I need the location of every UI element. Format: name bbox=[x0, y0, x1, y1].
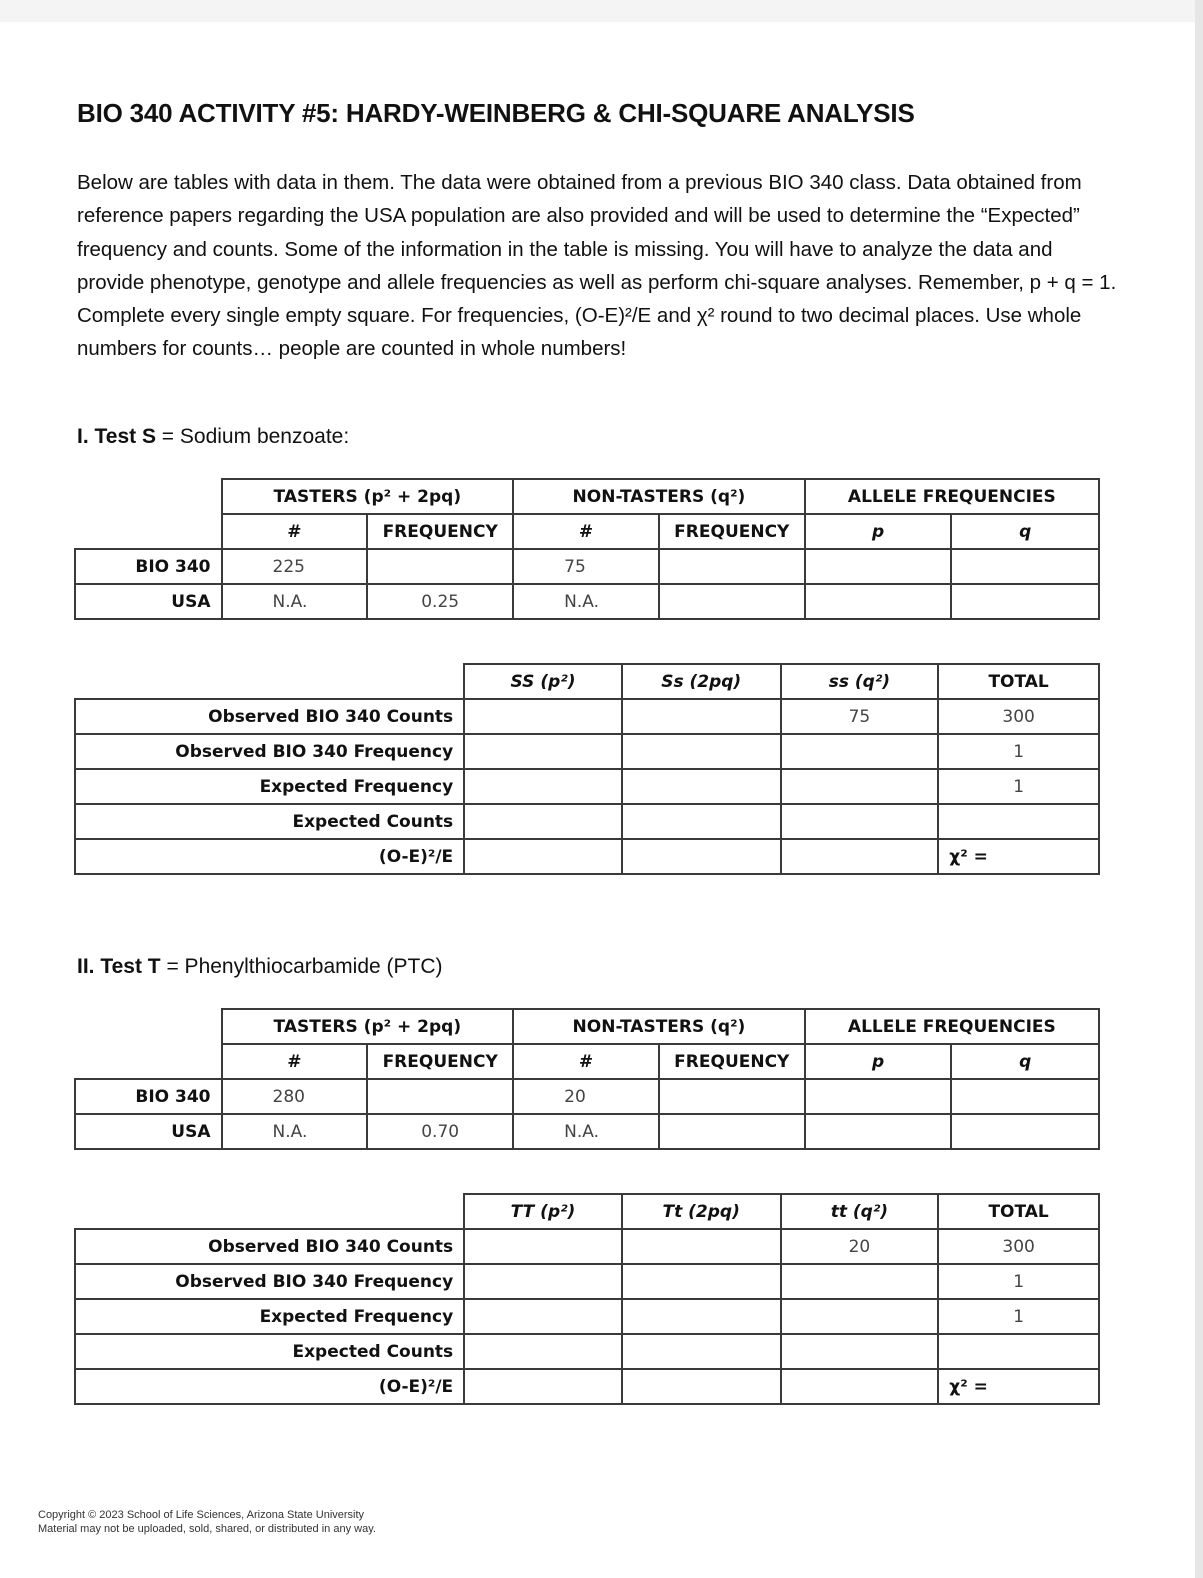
observed-frequency-cell[interactable] bbox=[622, 1264, 781, 1299]
usa-non-tasters-count: N.A. bbox=[513, 584, 659, 619]
q-header: q bbox=[951, 1044, 1099, 1079]
copyright-line: Copyright © 2023 School of Life Sciences, Arizona State University bbox=[38, 1509, 365, 1521]
expected-count-cell[interactable] bbox=[464, 804, 622, 839]
non-tasters-count-header: # bbox=[513, 1044, 659, 1079]
observed-frequency-cell[interactable] bbox=[781, 1264, 939, 1299]
section-1-label: I. Test S bbox=[77, 425, 156, 448]
page-top-edge bbox=[0, 0, 1203, 22]
tasters-frequency-header: FREQUENCY bbox=[367, 1044, 513, 1079]
o-e-squared-cell[interactable] bbox=[464, 1369, 622, 1404]
expected-frequency-total: 1 bbox=[938, 769, 1099, 804]
p-header: p bbox=[805, 1044, 952, 1079]
allele-frequencies-header: ALLELE FREQUENCIES bbox=[805, 479, 1099, 514]
tasters-header: TASTERS (p² + 2pq) bbox=[222, 479, 514, 514]
section-2-label: II. Test T bbox=[77, 955, 161, 978]
row-label-expected-counts: Expected Counts bbox=[75, 1334, 464, 1369]
usa-non-tasters-count: N.A. bbox=[513, 1114, 659, 1149]
expected-frequency-cell[interactable] bbox=[622, 1299, 781, 1334]
row-label-expected-counts: Expected Counts bbox=[75, 804, 464, 839]
observed-frequency-cell[interactable] bbox=[464, 1264, 622, 1299]
row-label-observed-counts: Observed BIO 340 Counts bbox=[75, 1229, 464, 1264]
test-s-frequency-table bbox=[74, 478, 1100, 620]
tasters-count-header: # bbox=[222, 514, 368, 549]
observed-count-cell[interactable] bbox=[622, 1229, 781, 1264]
section-1-description: = Sodium benzoate: bbox=[155, 425, 350, 448]
test-t-frequency-table bbox=[74, 1008, 1100, 1150]
bio340-p-cell[interactable] bbox=[805, 1079, 952, 1114]
blank-cell bbox=[75, 1194, 464, 1229]
allele-frequencies-header: ALLELE FREQUENCIES bbox=[805, 1009, 1099, 1044]
expected-count-cell[interactable] bbox=[622, 804, 781, 839]
o-e-squared-cell[interactable] bbox=[622, 839, 781, 874]
expected-count-cell[interactable] bbox=[622, 1334, 781, 1369]
test-t-chi-square-table bbox=[74, 1193, 1100, 1405]
observed-recessive-count: 20 bbox=[781, 1229, 939, 1264]
usa-p-cell[interactable] bbox=[805, 584, 952, 619]
row-label-expected-frequency: Expected Frequency bbox=[75, 769, 464, 804]
usa-non-tasters-frequency-cell[interactable] bbox=[659, 584, 805, 619]
o-e-squared-cell[interactable] bbox=[781, 839, 939, 874]
bio340-non-tasters-count: 75 bbox=[513, 549, 659, 584]
section-2-description: = Phenylthiocarbamide (PTC) bbox=[160, 955, 443, 978]
non-tasters-count-header: # bbox=[513, 514, 659, 549]
intro-paragraph: Below are tables with data in them. The data were obtained from a previous BIO 340 class. Data obtained from reference papers regarding the USA population are also provided and will be used to determine the “Expected” frequency and counts. Some of the information in the table is missing. You will have to analyze the data and provide phenotype, genotype and allele frequencies as well as perform chi-square analyses. Remember, p + q = 1. Complete every single empty square. For frequencies, (O-E)²/E and χ² round to two decimal places. Use whole numbers for counts… people are counted in whole numbers! bbox=[77, 171, 1117, 361]
bio340-tasters-frequency-cell[interactable] bbox=[367, 1079, 513, 1114]
observed-frequency-cell[interactable] bbox=[464, 734, 622, 769]
observed-total-count: 300 bbox=[938, 699, 1099, 734]
genotype-header-heterozygous: Ss (2pq) bbox=[622, 664, 781, 699]
observed-count-cell[interactable] bbox=[622, 699, 781, 734]
row-label-observed-frequency: Observed BIO 340 Frequency bbox=[75, 734, 464, 769]
genotype-header-homozygous-recessive: tt (q²) bbox=[781, 1194, 939, 1229]
genotype-header-homozygous-dominant: SS (p²) bbox=[464, 664, 622, 699]
observed-count-cell[interactable] bbox=[464, 1229, 622, 1264]
blank-cell bbox=[75, 514, 222, 549]
chi-square-cell[interactable]: χ² = bbox=[938, 1369, 1099, 1404]
blank-cell bbox=[75, 479, 222, 514]
bio340-q-cell[interactable] bbox=[951, 549, 1099, 584]
bio340-non-tasters-frequency-cell[interactable] bbox=[659, 1079, 805, 1114]
row-label-observed-counts: Observed BIO 340 Counts bbox=[75, 699, 464, 734]
section-2-heading bbox=[77, 955, 443, 979]
bio340-p-cell[interactable] bbox=[805, 549, 952, 584]
bio340-non-tasters-frequency-cell[interactable] bbox=[659, 549, 805, 584]
row-label-observed-frequency: Observed BIO 340 Frequency bbox=[75, 1264, 464, 1299]
bio340-tasters-count: 225 bbox=[222, 549, 368, 584]
p-header: p bbox=[805, 514, 952, 549]
non-tasters-header: NON-TASTERS (q²) bbox=[513, 1009, 805, 1044]
observed-frequency-cell[interactable] bbox=[622, 734, 781, 769]
expected-frequency-cell[interactable] bbox=[781, 769, 939, 804]
non-tasters-frequency-header: FREQUENCY bbox=[659, 514, 805, 549]
row-label-bio340: BIO 340 bbox=[75, 549, 222, 584]
o-e-squared-cell[interactable] bbox=[781, 1369, 939, 1404]
total-header: TOTAL bbox=[938, 1194, 1099, 1229]
genotype-header-heterozygous: Tt (2pq) bbox=[622, 1194, 781, 1229]
section-1-heading bbox=[77, 425, 349, 449]
blank-cell bbox=[75, 1009, 222, 1044]
genotype-header-homozygous-dominant: TT (p²) bbox=[464, 1194, 622, 1229]
o-e-squared-cell[interactable] bbox=[464, 839, 622, 874]
row-label-o-e-squared: (O-E)²/E bbox=[75, 1369, 464, 1404]
bio340-tasters-count: 280 bbox=[222, 1079, 368, 1114]
blank-cell bbox=[75, 664, 464, 699]
bio340-non-tasters-count: 20 bbox=[513, 1079, 659, 1114]
usa-non-tasters-frequency-cell[interactable] bbox=[659, 1114, 805, 1149]
o-e-squared-cell[interactable] bbox=[622, 1369, 781, 1404]
observed-frequency-cell[interactable] bbox=[781, 734, 939, 769]
bio340-q-cell[interactable] bbox=[951, 1079, 1099, 1114]
usa-tasters-frequency: 0.70 bbox=[367, 1114, 513, 1149]
expected-count-cell[interactable] bbox=[781, 1334, 939, 1369]
expected-frequency-cell[interactable] bbox=[464, 769, 622, 804]
document-title: BIO 340 ACTIVITY #5: HARDY-WEINBERG & CHI-SQUARE ANALYSIS bbox=[77, 98, 915, 128]
usa-tasters-count: N.A. bbox=[222, 584, 368, 619]
expected-frequency-cell[interactable] bbox=[622, 769, 781, 804]
bio340-tasters-frequency-cell[interactable] bbox=[367, 549, 513, 584]
observed-total-count: 300 bbox=[938, 1229, 1099, 1264]
chi-square-cell[interactable]: χ² = bbox=[938, 839, 1099, 874]
expected-count-cell[interactable] bbox=[781, 804, 939, 839]
non-tasters-header: NON-TASTERS (q²) bbox=[513, 479, 805, 514]
expected-frequency-cell[interactable] bbox=[464, 1299, 622, 1334]
row-label-usa: USA bbox=[75, 1114, 222, 1149]
observed-count-cell[interactable] bbox=[464, 699, 622, 734]
non-tasters-frequency-header: FREQUENCY bbox=[659, 1044, 805, 1079]
page-right-edge bbox=[1195, 0, 1203, 1578]
tasters-count-header: # bbox=[222, 1044, 368, 1079]
usa-tasters-count: N.A. bbox=[222, 1114, 368, 1149]
expected-count-total-cell[interactable] bbox=[938, 804, 1099, 839]
test-s-chi-square-table bbox=[74, 663, 1100, 875]
tasters-frequency-header: FREQUENCY bbox=[367, 514, 513, 549]
total-header: TOTAL bbox=[938, 664, 1099, 699]
row-label-expected-frequency: Expected Frequency bbox=[75, 1299, 464, 1334]
observed-frequency-total: 1 bbox=[938, 1264, 1099, 1299]
blank-cell bbox=[75, 1044, 222, 1079]
expected-count-total-cell[interactable] bbox=[938, 1334, 1099, 1369]
row-label-bio340: BIO 340 bbox=[75, 1079, 222, 1114]
distribution-notice: Material may not be uploaded, sold, shared, or distributed in any way. bbox=[38, 1523, 376, 1535]
usa-q-cell[interactable] bbox=[951, 1114, 1099, 1149]
usa-p-cell[interactable] bbox=[805, 1114, 952, 1149]
expected-frequency-cell[interactable] bbox=[781, 1299, 939, 1334]
row-label-o-e-squared: (O-E)²/E bbox=[75, 839, 464, 874]
q-header: q bbox=[951, 514, 1099, 549]
expected-frequency-total: 1 bbox=[938, 1299, 1099, 1334]
usa-q-cell[interactable] bbox=[951, 584, 1099, 619]
copyright-footer bbox=[38, 1508, 376, 1536]
row-label-usa: USA bbox=[75, 584, 222, 619]
genotype-header-homozygous-recessive: ss (q²) bbox=[781, 664, 939, 699]
expected-count-cell[interactable] bbox=[464, 1334, 622, 1369]
tasters-header: TASTERS (p² + 2pq) bbox=[222, 1009, 514, 1044]
observed-frequency-total: 1 bbox=[938, 734, 1099, 769]
usa-tasters-frequency: 0.25 bbox=[367, 584, 513, 619]
observed-recessive-count: 75 bbox=[781, 699, 939, 734]
